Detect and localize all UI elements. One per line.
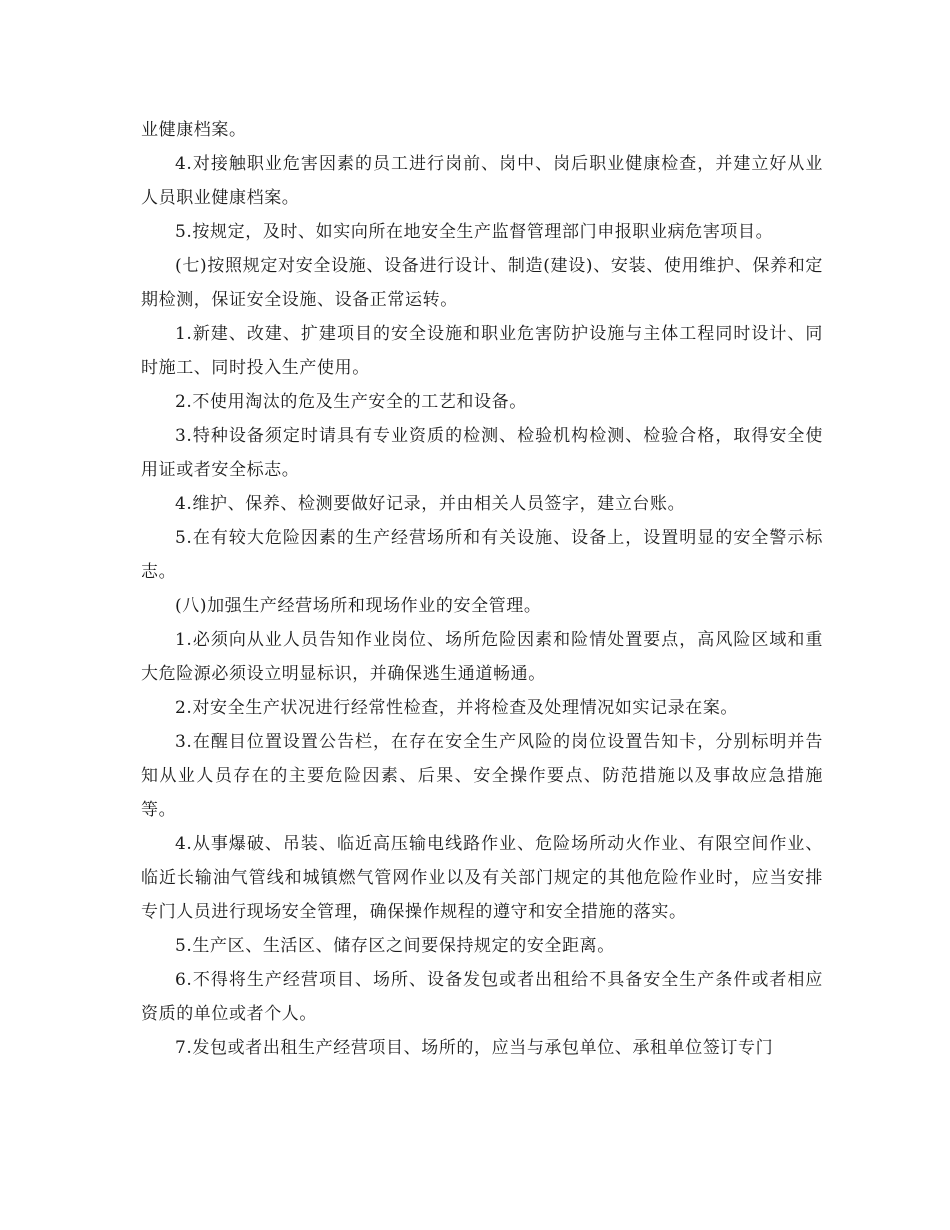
- paragraph: 业健康档案。: [141, 120, 247, 140]
- paragraph: 1.新建、改建、扩建项目的安全设施和职业危害防护设施与主体工程同时设计、同时施工、同时投入生产使用。: [141, 324, 823, 378]
- paragraph: 2.不使用淘汰的危及生产安全的工艺和设备。: [175, 392, 527, 412]
- paragraph: 4.维护、保养、检测要做好记录，并由相关人员签字，建立台账。: [175, 494, 686, 514]
- paragraph: (七)按照规定对安全设施、设备进行设计、制造(建设)、安装、使用维护、保养和定期检测，保证安全设施、设备正常运转。: [141, 256, 823, 310]
- paragraph: 6.不得将生产经营项目、场所、设备发包或者出租给不具备安全生产条件或者相应资质的单位或者个人。: [141, 970, 823, 1024]
- paragraph: 5.在有较大危险因素的生产经营场所和有关设施、设备上，设置明显的安全警示标志。: [141, 528, 823, 582]
- paragraph: (八)加强生产经营场所和现场作业的安全管理。: [175, 596, 542, 616]
- paragraph: 5.按规定，及时、如实向所在地安全生产监督管理部门申报职业病危害项目。: [175, 222, 774, 242]
- paragraph: 5.生产区、生活区、储存区之间要保持规定的安全距离。: [175, 936, 615, 956]
- paragraph: 3.特种设备须定时请具有专业资质的检测、检验机构检测、检验合格，取得安全使用证或者安全标志。: [141, 426, 823, 480]
- document-body: [141, 113, 823, 1065]
- paragraph: 2.对安全生产状况进行经常性检查，并将检查及处理情况如实记录在案。: [175, 698, 739, 718]
- paragraph: 1.必须向从业人员告知作业岗位、场所危险因素和险情处置要点，高风险区域和重大危险源必须设立明显标识，并确保逃生通道畅通。: [141, 630, 823, 684]
- paragraph: 7.发包或者出租生产经营项目、场所的，应当与承包单位、承租单位签订专门: [175, 1038, 774, 1058]
- paragraph: 4.对接触职业危害因素的员工进行岗前、岗中、岗后职业健康检查，并建立好从业人员职业健康档案。: [141, 154, 823, 208]
- paragraph: 4.从事爆破、吊装、临近高压输电线路作业、危险场所动火作业、有限空间作业、临近长输油气管线和城镇燃气管网作业以及有关部门规定的其他危险作业时，应当安排专门人员进行现场安全管理，确保操作规程的遵守和安全措施的落实。: [141, 834, 823, 922]
- paragraph: 3.在醒目位置设置公告栏，在存在安全生产风险的岗位设置告知卡，分别标明并告知从业人员存在的主要危险因素、后果、安全操作要点、防范措施以及事故应急措施等。: [141, 732, 823, 820]
